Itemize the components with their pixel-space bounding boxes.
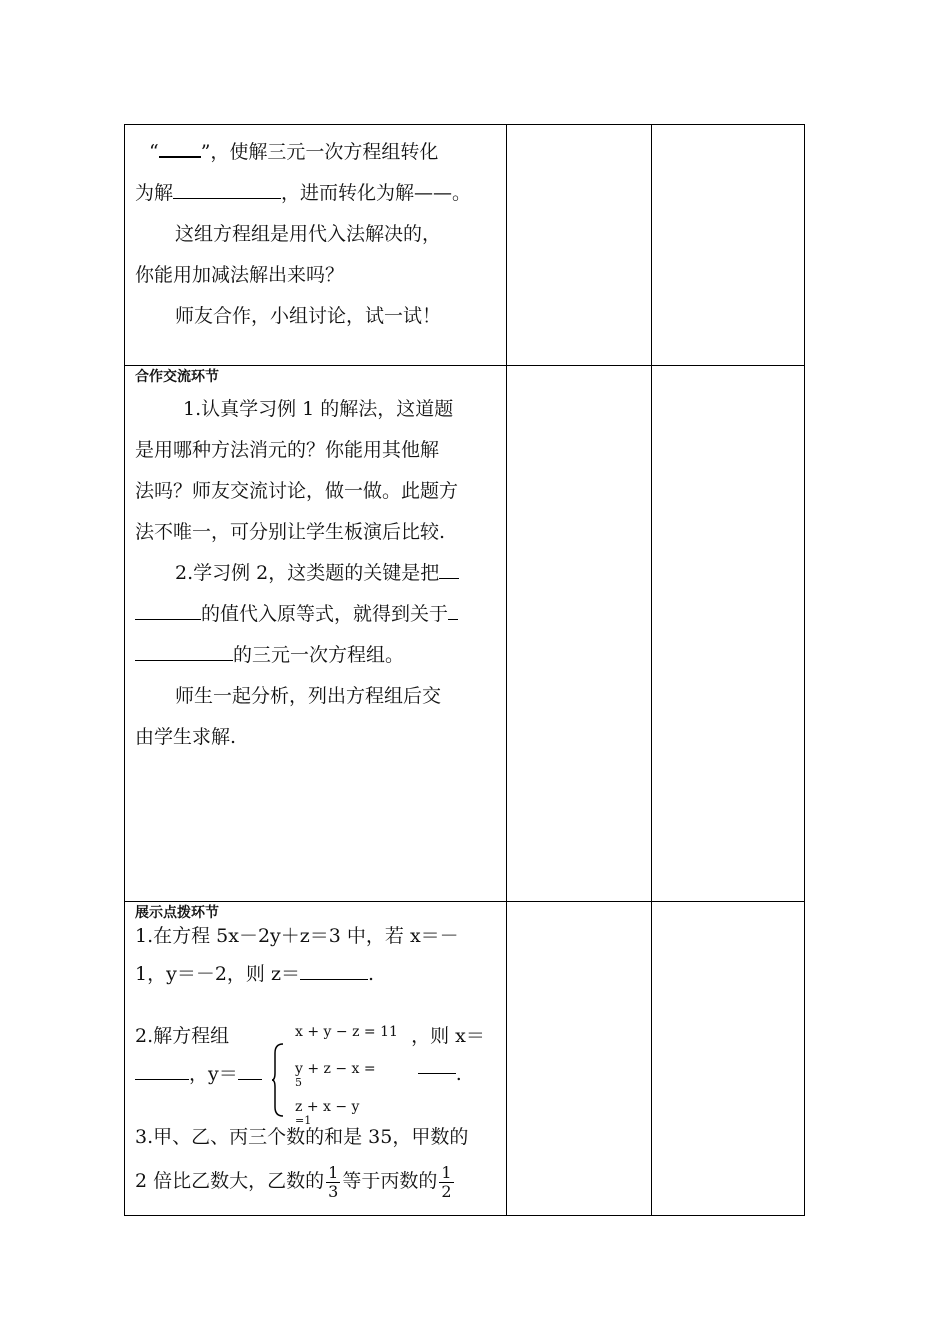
fill-blank-8 bbox=[418, 1055, 456, 1074]
row1-para2-line1: 这组方程组是用代入法解决的， bbox=[175, 223, 442, 245]
row3-q3 bbox=[135, 1115, 501, 1203]
row3-q2-then: ，则 x＝ bbox=[411, 1025, 485, 1047]
column-divider-1 bbox=[506, 125, 507, 1215]
fill-blank-4b bbox=[135, 642, 233, 661]
row1-line2-end: ，进而转化为解——。 bbox=[281, 182, 472, 204]
equation-2-tail: 5 bbox=[295, 1076, 302, 1089]
row3-q1-end: . bbox=[367, 963, 375, 985]
row2-item1-line1: 1.认真学习例 1 的解法，这道题 bbox=[183, 398, 454, 420]
row2-heading: 合作交流环节 bbox=[135, 369, 219, 385]
column-divider-2 bbox=[651, 125, 652, 1215]
fill-blank-7 bbox=[238, 1061, 262, 1080]
fill-blank-6 bbox=[135, 1061, 189, 1080]
fill-blank-5 bbox=[300, 961, 368, 980]
equation-3-tail: =1 bbox=[295, 1114, 312, 1127]
row3-q3-line2-mid: 等于丙数的 bbox=[342, 1170, 438, 1192]
row1-para3: 师友合作，小组讨论，试一试！ bbox=[175, 305, 442, 327]
quote-open: “ bbox=[149, 141, 159, 163]
fill-blank-3a bbox=[439, 560, 459, 579]
row2-item2-line3 bbox=[135, 635, 501, 676]
row2-item1-line3: 法吗？师友交流讨论，做一做。此题方 bbox=[135, 480, 459, 502]
brace-icon bbox=[271, 1043, 285, 1117]
row1-line1-text: ”，使解三元一次方程组转化 bbox=[200, 141, 439, 163]
row-divider-1 bbox=[125, 365, 804, 366]
row2-item2-line1 bbox=[135, 553, 501, 594]
row3-q3-line2 bbox=[135, 1159, 501, 1203]
row3-q3-line1: 3.甲、乙、丙三个数的和是 35，甲数的 bbox=[135, 1126, 469, 1148]
row2-item3-line1: 师生一起分析，列出方程组后交 bbox=[175, 685, 442, 707]
row1-line1 bbox=[135, 132, 501, 173]
fill-blank-2 bbox=[173, 180, 281, 199]
row2-content bbox=[135, 389, 501, 758]
row2-item2-line3-text: 的三元一次方程组。 bbox=[233, 644, 405, 666]
row3-heading: 展示点拨环节 bbox=[135, 905, 219, 921]
fill-blank-4a bbox=[448, 601, 458, 620]
row1-content bbox=[135, 132, 501, 337]
row3-q2-comma: ，y＝ bbox=[189, 1063, 238, 1085]
row2-item2-line2 bbox=[135, 594, 501, 635]
lesson-table bbox=[124, 124, 805, 1216]
row3-q3-line2-start: 2 倍比乙数大，乙数的 bbox=[135, 1170, 325, 1192]
row2-item1-line4: 法不唯一，可分别让学生板演后比较. bbox=[135, 521, 446, 543]
row3-q2-start: 2.解方程组 bbox=[135, 1025, 230, 1047]
fraction-one-half: $\frac{1}{2}$ bbox=[441, 1162, 452, 1201]
row3-q1-line2-text: 1，y＝－2，则 z＝ bbox=[135, 963, 300, 985]
row2-item1-line2: 是用哪种方法消元的？你能用其他解 bbox=[135, 439, 440, 461]
row3-q2-end: . bbox=[455, 1063, 462, 1085]
fill-blank-1 bbox=[159, 138, 201, 158]
row3-q1-line2 bbox=[135, 955, 501, 993]
equation-1: x + y − z = 11 bbox=[295, 1024, 398, 1040]
row1-line2 bbox=[135, 173, 501, 214]
row2-item2-line1-text: 2.学习例 2，这类题的关键是把 bbox=[175, 562, 440, 584]
row3-q1 bbox=[135, 917, 501, 993]
row2-item3-line2: 由学生求解. bbox=[135, 726, 237, 748]
fraction-one-third: $\frac{1}{3}$ bbox=[328, 1162, 339, 1201]
row2-item2-line2-text: 的值代入原等式，就得到关于 bbox=[201, 603, 449, 625]
fill-blank-3b bbox=[135, 601, 201, 620]
equation-3: z + x − y bbox=[295, 1099, 360, 1115]
row-divider-2 bbox=[125, 901, 804, 902]
row1-para2-line2: 你能用加减法解出来吗？ bbox=[135, 264, 345, 286]
row3-q1-line1: 1.在方程 5x－2y＋z＝3 中，若 x＝－ bbox=[135, 925, 459, 947]
equation-2: y + z − x = bbox=[295, 1061, 376, 1077]
row1-line2-start: 为解 bbox=[135, 182, 174, 204]
